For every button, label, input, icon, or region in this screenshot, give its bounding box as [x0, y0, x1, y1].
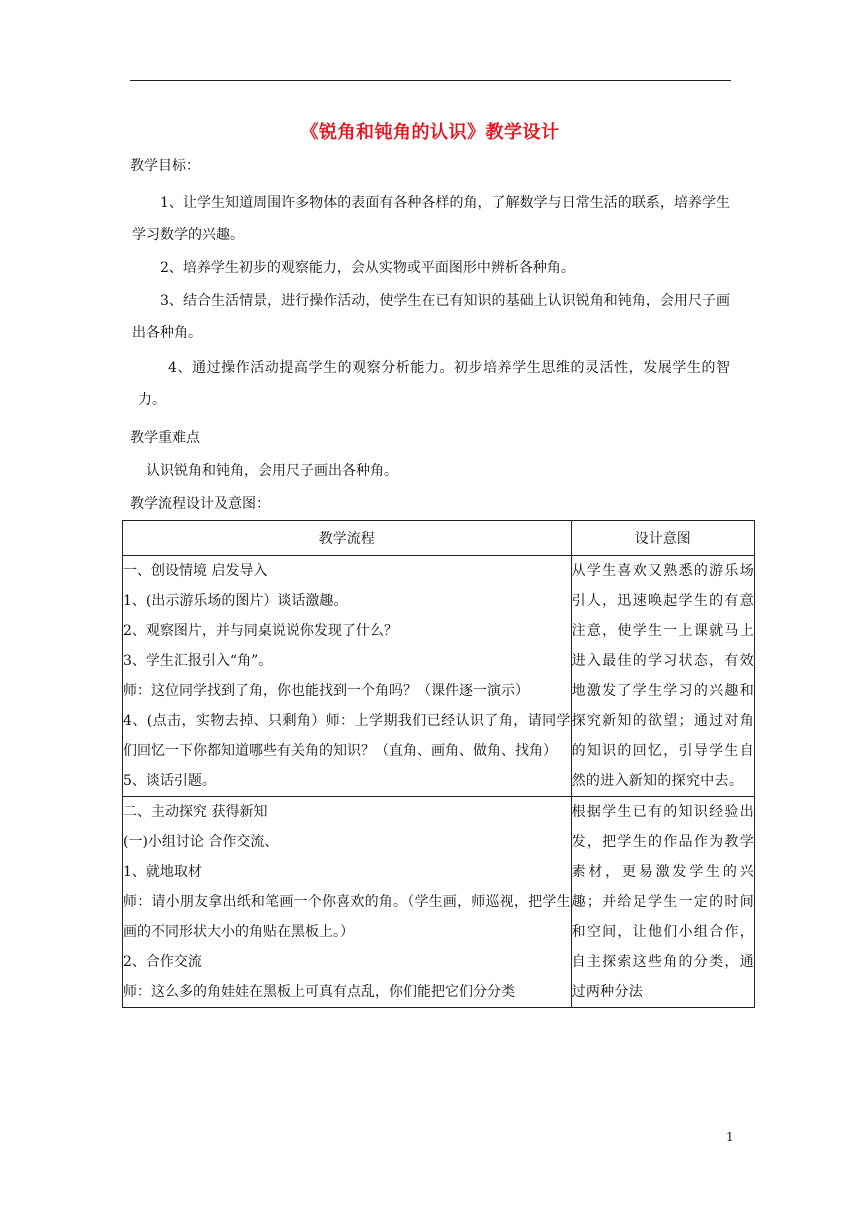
flow-cell	[123, 797, 572, 1008]
intent-cell: 根据学生已有的知识经验出发，把学生的作品作为教学素材，更易激发学生的兴趣；并给足学生一定的时间和空间，让他们小组合作，自主探索这些角的分类，通过两种分法	[571, 797, 754, 1008]
flow-line: 4、(点击，实物去掉、只剩角）师：上学期我们已经认识了角，请同学们回忆一下你都知道哪些有关角的知识？（直角、画角、做角、找角）	[123, 713, 571, 759]
objective-item-3: 3、结合生活情景，进行操作活动，使学生在已有知识的基础上认识锐角和钝角，会用尺子画出各种角。	[132, 293, 730, 341]
teaching-flow-table	[122, 520, 755, 1008]
key-points-heading: 教学重难点	[130, 430, 200, 446]
flow-line: 一、创设情境 启发导入	[123, 563, 268, 579]
intent-cell: 从学生喜欢又熟悉的游乐场引人，迅速唤起学生的有意注意，使学生一上课就马上进入最佳的学习状态，有效地激发了学生学习的兴趣和探究新知的欲望；通过对角的知识的回忆，引导学生自然的进入新知的探究中去。	[571, 556, 754, 797]
flow-line: 师：请小朋友拿出纸和笔画一个你喜欢的角。（学生画，师巡视，把学生画的不同形状大小的角贴在黑板上。）	[123, 894, 571, 940]
objective-item-4: 4、通过操作活动提高学生的观察分析能力。初步培养学生思维的灵活性，发展学生的智力。	[138, 360, 730, 408]
table-row	[123, 797, 755, 1008]
flow-line: 3、学生汇报引入“角”。	[123, 653, 273, 669]
page-number: 1	[726, 1130, 734, 1144]
table-header-row	[123, 521, 755, 556]
flow-line: 2、观察图片，并与同桌说说你发现了什么？	[123, 623, 398, 639]
flow-line: 5、谈话引题。	[123, 773, 216, 789]
flow-line: 二、主动探究 获得新知	[123, 804, 268, 820]
table-row	[123, 556, 755, 797]
key-points-text: 认识锐角和钝角，会用尺子画出各种角。	[146, 463, 398, 479]
document-title: 《锐角和钝角的认识》教学设计	[300, 122, 560, 143]
flow-line: 2、合作交流	[123, 954, 202, 970]
flow-cell	[123, 556, 572, 797]
flow-line: 1、(出示游乐场的图片）谈话激趣。	[123, 593, 348, 609]
objectives-heading: 教学目标：	[130, 158, 200, 174]
objective-item-1: 1、让学生知道周围许多物体的表面有各种各样的角，了解数学与日常生活的联系，培养学生学习数学的兴趣。	[132, 195, 730, 243]
flow-line: 1、就地取材	[123, 864, 202, 880]
flow-line: (一)小组讨论 合作交流、	[123, 834, 279, 850]
flow-heading: 教学流程设计及意图：	[130, 496, 270, 512]
objective-item-2: 2、培养学生初步的观察能力，会从实物或平面图形中辨析各种角。	[160, 260, 575, 276]
flow-line: 师：这位同学找到了角，你也能找到一个角吗？（课件逐一演示）	[123, 683, 529, 699]
column-header-flow: 教学流程	[123, 521, 572, 556]
column-header-intent: 设计意图	[571, 521, 754, 556]
flow-line: 师：这么多的角娃娃在黑板上可真有点乱，你们能把它们分分类	[123, 984, 515, 1000]
header-rule	[130, 80, 731, 81]
